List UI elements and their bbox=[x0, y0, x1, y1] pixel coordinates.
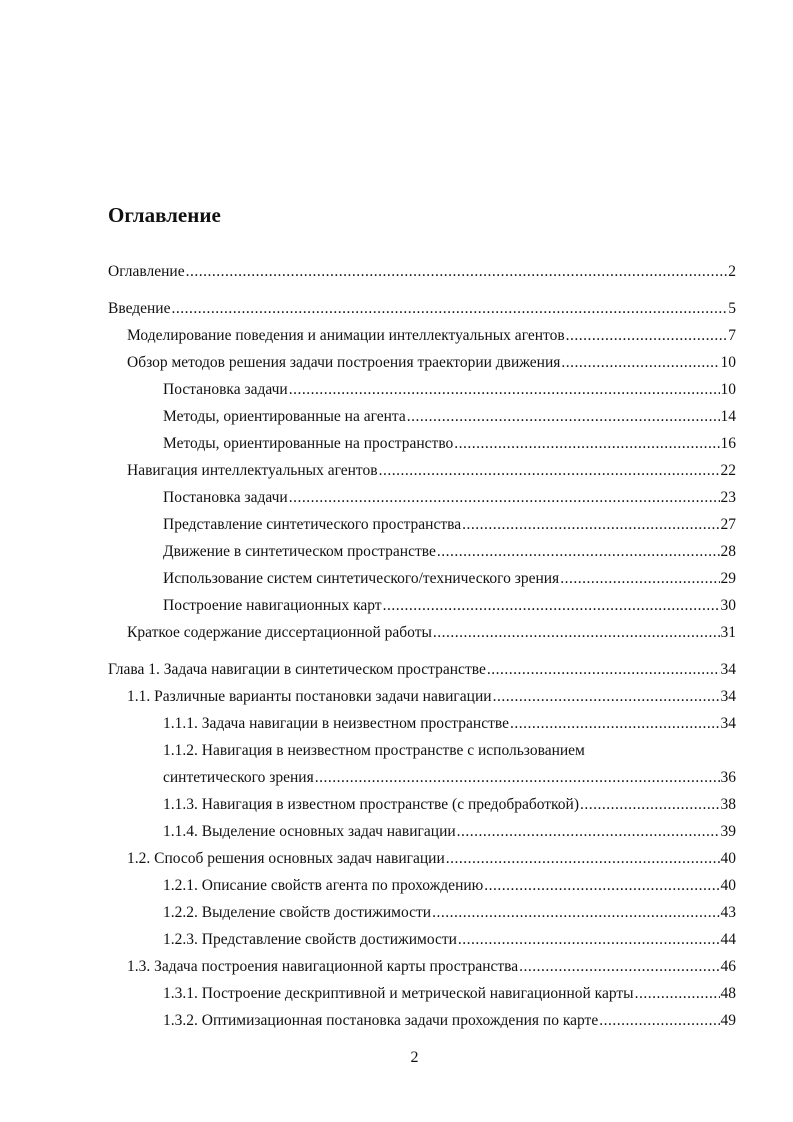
toc-entry-title: 1.3.2. Оптимизационная постановка задачи прохождения по карте bbox=[163, 1012, 599, 1029]
toc-entry[interactable] bbox=[108, 619, 736, 646]
dot-leader bbox=[560, 565, 719, 592]
toc-entry[interactable] bbox=[108, 656, 736, 683]
page-title: Оглавление bbox=[108, 203, 221, 227]
toc-entry-title: Представление синтетического пространства bbox=[163, 516, 462, 533]
page-number: 2 bbox=[410, 1049, 419, 1066]
toc-entry[interactable] bbox=[108, 258, 736, 285]
dot-leader bbox=[484, 872, 719, 899]
dot-leader bbox=[580, 791, 720, 818]
dot-leader bbox=[446, 845, 720, 872]
toc-entry-title: Движение в синтетическом пространстве bbox=[163, 543, 436, 560]
toc-entry-page: 48 bbox=[720, 985, 736, 1002]
toc-entry[interactable] bbox=[108, 376, 736, 403]
toc-entry-page: 40 bbox=[720, 850, 736, 867]
toc-entry-title: Методы, ориентированные на агента bbox=[163, 408, 406, 425]
dot-leader bbox=[289, 376, 720, 403]
toc-entry-page: 40 bbox=[720, 877, 736, 894]
toc-entry-title: Построение навигационных карт bbox=[163, 597, 382, 614]
toc-entry[interactable] bbox=[108, 484, 736, 511]
dot-leader bbox=[454, 430, 719, 457]
toc-entry-title: 1.1.3. Навигация в известном пространстве (с предобработкой) bbox=[163, 796, 579, 813]
toc-entry-title: Использование систем синтетического/технического зрения bbox=[163, 570, 560, 587]
dot-leader bbox=[315, 764, 720, 791]
toc-entry[interactable] bbox=[108, 791, 736, 818]
toc-entry-title: Навигация интеллектуальных агентов bbox=[127, 462, 378, 479]
toc-entry-title: Постановка задачи bbox=[163, 381, 288, 398]
toc-entry[interactable] bbox=[108, 511, 736, 538]
toc-entry-page: 39 bbox=[720, 823, 736, 840]
toc-entry-title: 1.2.2. Выделение свойств достижимости bbox=[163, 904, 432, 921]
toc-entry-page: 34 bbox=[720, 688, 736, 705]
toc-entry-page: 31 bbox=[720, 624, 736, 641]
toc-entry[interactable] bbox=[108, 1007, 736, 1034]
toc-entry-page: 49 bbox=[720, 1012, 736, 1029]
toc-entry-page: 44 bbox=[720, 931, 736, 948]
dot-leader bbox=[171, 295, 727, 322]
toc-entry-page: 36 bbox=[720, 769, 736, 786]
toc-entry-page: 7 bbox=[728, 327, 736, 344]
toc-entry-page: 2 bbox=[728, 263, 736, 280]
dot-leader bbox=[458, 926, 720, 953]
toc-entry[interactable] bbox=[108, 565, 736, 592]
toc-entry-title: Постановка задачи bbox=[163, 489, 288, 506]
toc-entry[interactable] bbox=[108, 683, 736, 710]
toc-entry-title: 1.1.2. Навигация в неизвестном пространстве с использованием bbox=[163, 742, 585, 759]
toc-entry-page: 30 bbox=[720, 597, 736, 614]
toc-entry-page: 28 bbox=[720, 543, 736, 560]
toc-entry-title: Глава 1. Задача навигации в синтетическом пространстве bbox=[108, 661, 486, 678]
toc-entry-page: 5 bbox=[728, 300, 736, 317]
toc-entry-page: 27 bbox=[720, 516, 736, 533]
dot-leader bbox=[561, 349, 719, 376]
toc-entry[interactable] bbox=[108, 899, 736, 926]
dot-leader bbox=[599, 1007, 719, 1034]
toc-entry-page: 46 bbox=[720, 958, 736, 975]
toc-entry[interactable] bbox=[108, 980, 736, 1007]
toc-entry[interactable] bbox=[108, 818, 736, 845]
dot-leader bbox=[383, 592, 720, 619]
toc-entry[interactable] bbox=[108, 872, 736, 899]
toc-entry-title: 1.2. Способ решения основных задач навигации bbox=[127, 850, 445, 867]
dot-leader bbox=[519, 953, 719, 980]
toc-entry-title: 1.3.1. Построение дескриптивной и метрической навигационной карты bbox=[163, 985, 634, 1002]
toc-entry[interactable] bbox=[108, 457, 736, 484]
table-of-contents bbox=[108, 258, 736, 1034]
toc-entry-page: 16 bbox=[720, 435, 736, 452]
toc-entry[interactable] bbox=[108, 403, 736, 430]
dot-leader bbox=[510, 710, 720, 737]
toc-entry-title: Оглавление bbox=[108, 263, 185, 280]
dot-leader bbox=[432, 899, 719, 926]
dot-leader bbox=[289, 484, 720, 511]
toc-entry-page: 14 bbox=[720, 408, 736, 425]
toc-entry-page: 23 bbox=[720, 489, 736, 506]
toc-entry[interactable] bbox=[108, 538, 736, 565]
toc-entry-title: синтетического зрения bbox=[163, 769, 314, 786]
toc-entry-page: 10 bbox=[720, 354, 736, 371]
toc-entry-title: Введение bbox=[108, 300, 171, 317]
toc-entry[interactable] bbox=[108, 349, 736, 376]
toc-entry-page: 34 bbox=[720, 661, 736, 678]
toc-entry[interactable] bbox=[108, 322, 736, 349]
toc-entry[interactable] bbox=[108, 764, 736, 791]
toc-entry-page: 10 bbox=[720, 381, 736, 398]
dot-leader bbox=[186, 258, 728, 285]
toc-entry[interactable] bbox=[108, 592, 736, 619]
dot-leader bbox=[635, 980, 720, 1007]
dot-leader bbox=[437, 538, 720, 565]
toc-entry-title: 1.3. Задача построения навигационной карты пространства bbox=[127, 958, 519, 975]
dot-leader bbox=[487, 656, 720, 683]
dot-leader bbox=[407, 403, 720, 430]
toc-entry-title: 1.1. Различные варианты постановки задачи навигации bbox=[127, 688, 492, 705]
toc-entry[interactable] bbox=[108, 845, 736, 872]
toc-entry-page: 38 bbox=[720, 796, 736, 813]
dot-leader bbox=[433, 619, 720, 646]
dot-leader bbox=[457, 818, 720, 845]
toc-entry-title: 1.2.1. Описание свойств агента по прохождению bbox=[163, 877, 484, 894]
toc-entry-page: 43 bbox=[720, 904, 736, 921]
toc-entry[interactable] bbox=[108, 710, 736, 737]
toc-entry[interactable] bbox=[108, 737, 736, 764]
toc-entry-title: Методы, ориентированные на пространство bbox=[163, 435, 454, 452]
toc-entry[interactable] bbox=[108, 295, 736, 322]
toc-entry-page: 34 bbox=[720, 715, 736, 732]
dot-leader bbox=[493, 683, 720, 710]
toc-entry[interactable] bbox=[108, 926, 736, 953]
toc-entry-title: 1.2.3. Представление свойств достижимости bbox=[163, 931, 457, 948]
toc-entry[interactable] bbox=[108, 953, 736, 980]
toc-entry-title: 1.1.4. Выделение основных задач навигации bbox=[163, 823, 456, 840]
dot-leader bbox=[566, 322, 728, 349]
toc-entry-page: 29 bbox=[720, 570, 736, 587]
toc-entry-title: Краткое содержание диссертационной работы bbox=[127, 624, 432, 641]
toc-entry-title: 1.1.1. Задача навигации в неизвестном пространстве bbox=[163, 715, 509, 732]
dot-leader bbox=[379, 457, 720, 484]
toc-entry-page: 22 bbox=[720, 462, 736, 479]
toc-entry-title: Обзор методов решения задачи построения траектории движения bbox=[127, 354, 561, 371]
toc-entry[interactable] bbox=[108, 430, 736, 457]
dot-leader bbox=[462, 511, 719, 538]
toc-entry-title: Моделирование поведения и анимации интеллектуальных агентов bbox=[127, 327, 565, 344]
